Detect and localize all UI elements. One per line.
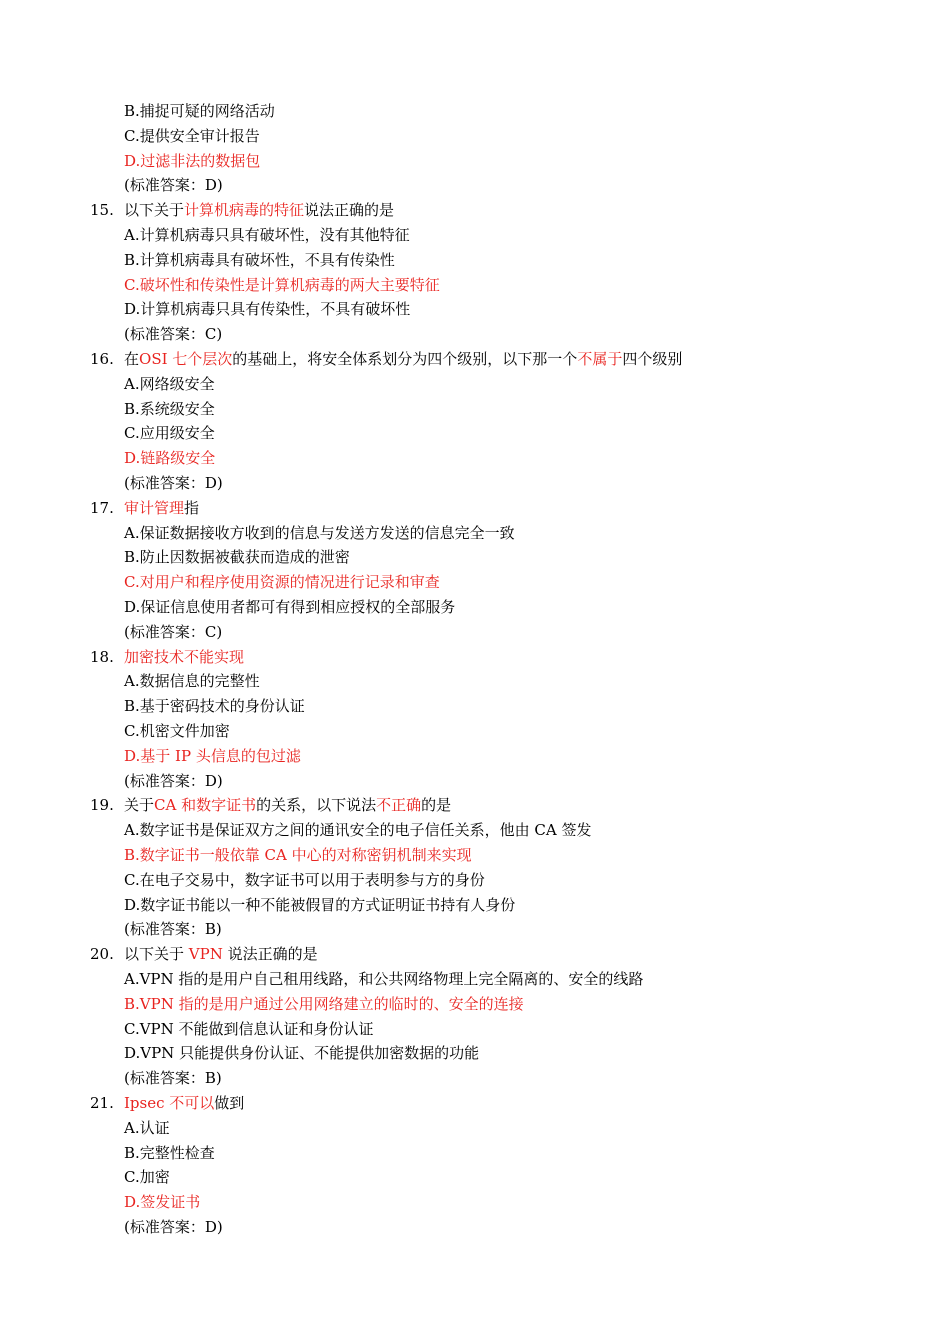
answer-option: A.数字证书是保证双方之间的通讯安全的电子信任关系，他由 CA 签发 [124, 821, 592, 840]
standard-answer: (标准答案：D) [124, 474, 223, 492]
question-keyword: VPN [188, 945, 223, 964]
answer-option: A.网络级安全 [124, 374, 215, 393]
answer-option: D.保证信息使用者都可有得到相应授权的全部服务 [124, 598, 456, 616]
question-number: 19. [90, 796, 114, 815]
question-number: 17. [90, 498, 114, 517]
question-text: 关于 [124, 796, 155, 815]
answer-option: C.加密 [124, 1168, 170, 1187]
question-keyword: 审计管理 [124, 498, 185, 517]
answer-option: C.提供安全审计报告 [124, 126, 260, 145]
question-number: 18. [90, 647, 114, 666]
question-text: 指 [184, 498, 200, 517]
question-number: 15. [90, 201, 114, 220]
answer-option: D.过滤非法的数据包 [124, 151, 261, 170]
question-stem [90, 347, 682, 372]
question-stem [90, 1091, 244, 1116]
question-text: 做到 [214, 1094, 245, 1112]
standard-answer: (标准答案：C) [124, 325, 223, 344]
answer-option: C.在电子交易中，数字证书可以用于表明参与方的身份 [124, 870, 485, 889]
standard-answer: (标准答案：D) [124, 1218, 223, 1236]
answer-option: D.链路级安全 [124, 449, 216, 468]
question-keyword: 加密技术不能实现 [124, 647, 245, 666]
answer-option: D.数字证书能以一种不能被假冒的方式证明证书持有人身份 [124, 895, 516, 914]
answer-option: D.计算机病毒只具有传染性，不具有破坏性 [124, 300, 411, 319]
answer-option: A.VPN 指的是用户自己租用线路，和公共网络物理上完全隔离的、安全的线路 [124, 970, 644, 988]
question-stem [90, 645, 244, 670]
answer-option: C.破坏性和传染性是计算机病毒的两大主要特征 [124, 275, 440, 294]
question-keyword: 不正确 [376, 796, 422, 815]
question-text: 说法正确的是 [304, 201, 395, 220]
question-number: 16. [90, 350, 114, 368]
question-keyword: Ipsec 不可以 [124, 1094, 215, 1112]
standard-answer: (标准答案：C) [124, 622, 223, 641]
answer-option: B.VPN 指的是用户通过公用网络建立的临时的、安全的连接 [124, 994, 524, 1013]
question-text: 以下关于 [124, 201, 185, 220]
question-text: 的是 [421, 796, 452, 815]
answer-option: C.对用户和程序使用资源的情况进行记录和审查 [124, 573, 440, 592]
question-text: 在 [124, 350, 140, 368]
answer-option: A.认证 [124, 1118, 170, 1137]
answer-option: B.基于密码技术的身份认证 [124, 697, 305, 716]
standard-answer: (标准答案：D) [124, 771, 223, 790]
answer-option: B.防止因数据被截获而造成的泄密 [124, 548, 350, 567]
standard-answer: (标准答案：D) [124, 176, 223, 195]
standard-answer: (标准答案：B) [124, 920, 222, 939]
question-keyword: CA 和数字证书 [154, 796, 257, 815]
question-keyword: 计算机病毒的特征 [184, 201, 305, 220]
question-text: 的关系，以下说法 [256, 796, 377, 815]
question-stem [90, 198, 394, 223]
question-stem [90, 793, 451, 818]
answer-option: B.计算机病毒具有破坏性，不具有传染性 [124, 250, 395, 269]
question-number: 20. [90, 945, 114, 964]
answer-option: D.基于 IP 头信息的包过滤 [124, 746, 301, 765]
answer-option: B.系统级安全 [124, 399, 215, 418]
answer-option: B.捕捉可疑的网络活动 [124, 102, 275, 120]
question-text: 四个级别 [622, 350, 683, 368]
question-stem [90, 496, 199, 521]
question-stem [90, 942, 318, 967]
question-number: 21. [90, 1094, 114, 1112]
question-keyword: 不属于 [577, 350, 623, 368]
answer-option: C.VPN 不能做到信息认证和身份认证 [124, 1019, 374, 1038]
question-text: 以下关于 [124, 945, 189, 964]
answer-option: C.机密文件加密 [124, 722, 230, 740]
question-text: 说法正确的是 [222, 945, 318, 964]
answer-option: A.保证数据接收方收到的信息与发送方发送的信息完全一致 [124, 523, 515, 542]
answer-option: C.应用级安全 [124, 424, 215, 443]
answer-option: A.数据信息的完整性 [124, 672, 260, 691]
standard-answer: (标准答案：B) [124, 1069, 222, 1088]
answer-option: B.完整性检查 [124, 1143, 215, 1162]
question-keyword: OSI 七个层次 [139, 350, 233, 368]
answer-option: A.计算机病毒只具有破坏性，没有其他特征 [124, 226, 410, 244]
answer-option: D.VPN 只能提供身份认证、不能提供加密数据的功能 [124, 1044, 480, 1063]
answer-option: D.签发证书 [124, 1193, 201, 1212]
answer-option: B.数字证书一般依靠 CA 中心的对称密钥机制来实现 [124, 846, 472, 864]
question-text: 的基础上，将安全体系划分为四个级别，以下那一个 [232, 350, 578, 368]
